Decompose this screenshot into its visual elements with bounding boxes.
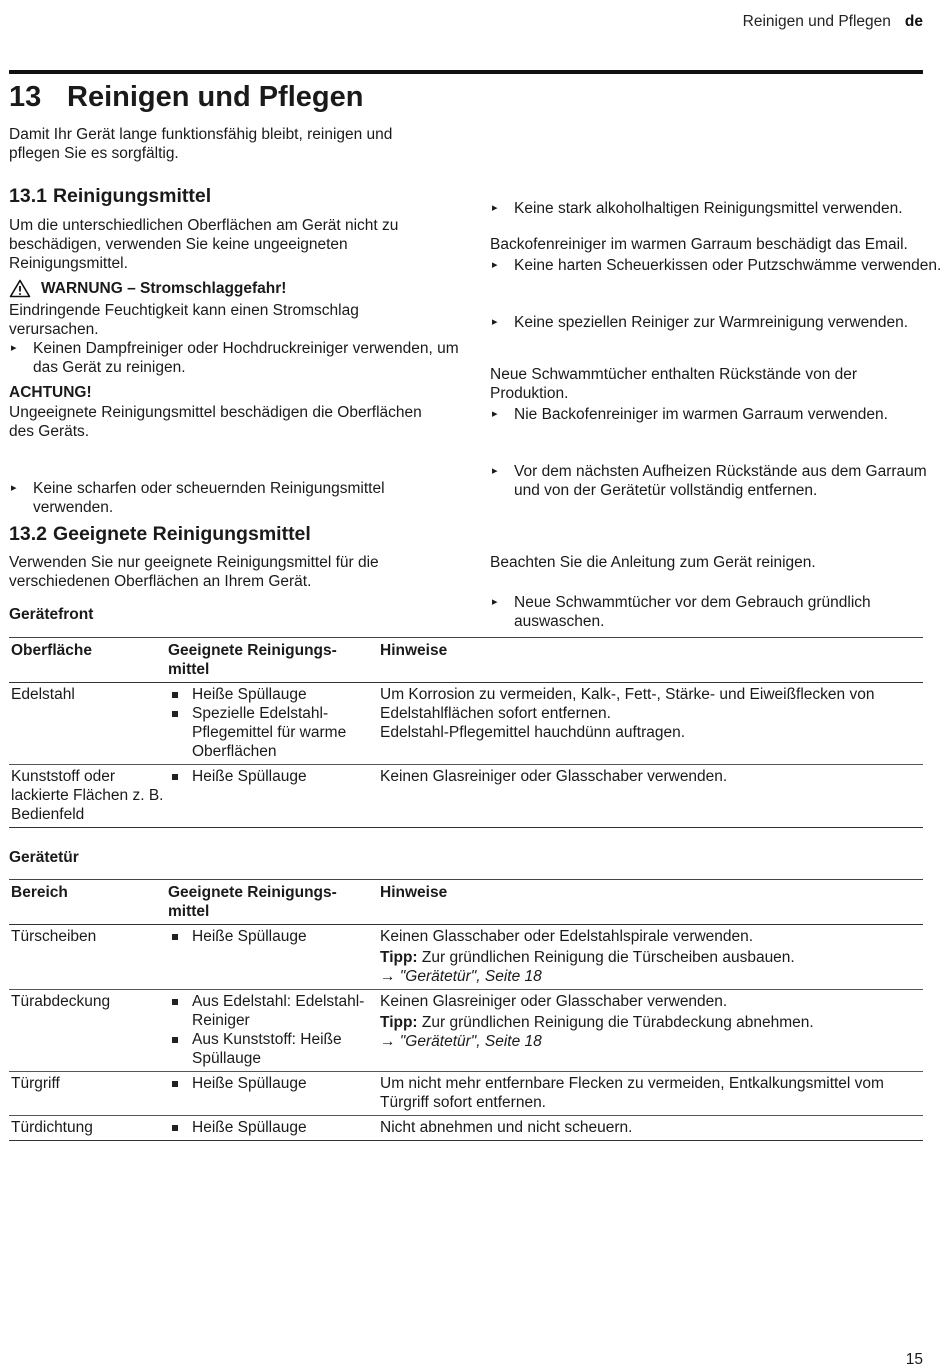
agent-item: Aus Kunststoff: Heiße Spüllauge bbox=[168, 1030, 376, 1068]
oven-cleaner-text: Backofenreiniger im warmen Garraum beschädigt das Email. bbox=[490, 236, 908, 253]
page-number: 15 bbox=[905, 1351, 923, 1368]
column-header: Oberfläche bbox=[9, 638, 166, 683]
tip-body: Zur gründlichen Reinigung die Türabdeckung abnehmen. bbox=[421, 1014, 814, 1031]
column-header: Hinweise bbox=[378, 638, 923, 683]
note-text: Nicht abnehmen und nicht scheuern. bbox=[380, 1119, 633, 1136]
section-text: Verwenden Sie nur geeignete Reinigungsmittel für die verschiedenen Oberflächen an Ihrem Gerät. bbox=[9, 554, 379, 590]
section-number: 13.1 bbox=[9, 185, 47, 207]
warning-text: Eindringende Feuchtigkeit kann einen Stromschlag verursachen. bbox=[9, 302, 359, 338]
tip-label: Tipp: bbox=[380, 949, 418, 966]
notes-cell bbox=[378, 765, 923, 828]
table-row bbox=[9, 1116, 923, 1141]
table-row bbox=[9, 925, 923, 990]
agents-cell bbox=[166, 765, 378, 828]
chapter-number: 13 bbox=[9, 81, 42, 113]
front-cleaning-table bbox=[9, 637, 923, 828]
language-code: de bbox=[904, 13, 923, 30]
surface-cell: Edelstahl bbox=[11, 686, 75, 703]
table-row bbox=[9, 1072, 923, 1116]
section-number: 13.2 bbox=[9, 523, 47, 545]
caution-text: Ungeeignete Reinigungsmittel beschädigen die Oberflächen des Geräts. bbox=[9, 404, 422, 440]
column-header: Geeignete Reinigungs- mittel bbox=[166, 638, 378, 683]
tip-text bbox=[380, 1013, 921, 1032]
running-header bbox=[743, 12, 923, 31]
warning-bullet: ▸ Keinen Dampfreiniger oder Hochdruckreiniger verwenden, um das Gerät zu reinigen. bbox=[9, 339, 465, 377]
column-header: Hinweise bbox=[378, 880, 923, 925]
table-caption-door: Gerätetür bbox=[9, 849, 79, 866]
section-text-right: Beachten Sie die Anleitung zum Gerät reinigen. bbox=[490, 554, 816, 571]
agent-item: Heiße Spüllauge bbox=[168, 685, 376, 704]
table-caption-front: Gerätefront bbox=[9, 606, 94, 623]
notes-cell bbox=[378, 1116, 923, 1141]
column-header: Geeignete Reinigungs- mittel bbox=[166, 880, 378, 925]
notes-cell bbox=[378, 925, 923, 990]
area-cell: Türscheiben bbox=[11, 928, 97, 945]
tip-text bbox=[380, 948, 921, 967]
intro-text: Damit Ihr Gerät lange funktionsfähig bleibt, reinigen und pflegen Sie es sorgfältig. bbox=[9, 126, 393, 162]
note-text: Edelstahl-Pflegemittel hauchdünn auftragen. bbox=[380, 724, 686, 741]
agents-cell bbox=[166, 925, 378, 990]
caution-bullet: ▸ Keine stark alkoholhaltigen Reinigungsmittel verwenden. bbox=[490, 199, 946, 218]
door-cleaning-table bbox=[9, 879, 923, 1141]
table-header-row bbox=[9, 638, 923, 683]
agents-cell bbox=[166, 990, 378, 1072]
agent-item: Heiße Spüllauge bbox=[168, 767, 376, 786]
agents-cell bbox=[166, 683, 378, 765]
table-row bbox=[9, 990, 923, 1072]
agent-item: Spezielle Edelstahl-Pflegemittel für warme Oberflächen bbox=[168, 704, 376, 761]
sponge-bullet: ▸ Neue Schwammtücher vor dem Gebrauch gründlich auswaschen. bbox=[490, 593, 946, 631]
cross-reference-link[interactable]: → "Gerätetür", Seite 18 bbox=[380, 968, 542, 985]
agent-item: Heiße Spüllauge bbox=[168, 1074, 376, 1093]
oven-cleaner-bullet: ▸ Nie Backofenreiniger im warmen Garraum verwenden. bbox=[490, 405, 946, 424]
caution-title: ACHTUNG! bbox=[9, 384, 92, 401]
table-row bbox=[9, 765, 923, 828]
sponge-text: Neue Schwammtücher enthalten Rückstände von der Produktion. bbox=[490, 366, 858, 402]
tip-body: Zur gründlichen Reinigung die Türscheiben ausbauen. bbox=[421, 949, 795, 966]
column-header: Bereich bbox=[9, 880, 166, 925]
caution-bullet: ▸ Keine harten Scheuerkissen oder Putzschwämme verwenden. bbox=[490, 256, 946, 275]
warning-heading bbox=[9, 279, 286, 298]
table-header-row bbox=[9, 880, 923, 925]
chapter-heading bbox=[9, 80, 363, 114]
note-text: Um nicht mehr entfernbare Flecken zu vermeiden, Entkalkungsmittel vom Türgriff sofort entfernen. bbox=[380, 1075, 884, 1111]
section-heading-13-2 bbox=[9, 522, 311, 546]
warning-triangle-icon bbox=[9, 279, 31, 298]
section-heading-13-1 bbox=[9, 184, 211, 208]
agent-item: Aus Edelstahl: Edelstahl-Reiniger bbox=[168, 992, 376, 1030]
caution-bullet: ▸ Keine speziellen Reiniger zur Warmreinigung verwenden. bbox=[490, 313, 946, 332]
note-text: Um Korrosion zu vermeiden, Kalk-, Fett-, Stärke- und Eiweißflecken von Edelstahlflächen sofort entfernen. bbox=[380, 686, 875, 722]
agents-cell bbox=[166, 1116, 378, 1141]
notes-cell bbox=[378, 683, 923, 765]
tip-label: Tipp: bbox=[380, 1014, 418, 1031]
warning-title: WARNUNG – Stromschlaggefahr! bbox=[41, 280, 287, 297]
section-title: Geeignete Reinigungsmittel bbox=[52, 523, 311, 545]
table-row bbox=[9, 683, 923, 765]
agent-item: Heiße Spüllauge bbox=[168, 1118, 376, 1137]
agents-cell bbox=[166, 1072, 378, 1116]
note-text: Keinen Glasreiniger oder Glasschaber verwenden. bbox=[380, 768, 728, 785]
cross-reference-link[interactable]: → "Gerätetür", Seite 18 bbox=[380, 1033, 542, 1050]
running-header-title: Reinigen und Pflegen bbox=[742, 13, 891, 30]
area-cell: Türdichtung bbox=[11, 1119, 93, 1136]
note-text: Keinen Glasschaber oder Edelstahlspirale verwenden. bbox=[380, 928, 754, 945]
area-cell: Türabdeckung bbox=[11, 993, 111, 1010]
section-title: Reinigungsmittel bbox=[52, 185, 212, 207]
section-text: Um die unterschiedlichen Oberflächen am Gerät nicht zu beschädigen, verwenden Sie keine ungeeigneten Reinigungsmittel. bbox=[9, 217, 399, 272]
note-text: Keinen Glasreiniger oder Glasschaber verwenden. bbox=[380, 993, 728, 1010]
header-rule bbox=[9, 70, 923, 74]
notes-cell bbox=[378, 990, 923, 1072]
surface-cell: Kunststoff oder lackierte Flächen z. B. Bedienfeld bbox=[11, 768, 164, 823]
oven-cleaner-bullet: ▸ Vor dem nächsten Aufheizen Rückstände aus dem Garraum und von der Gerätetür vollständig entfernen. bbox=[490, 462, 946, 500]
chapter-title: Reinigen und Pflegen bbox=[67, 81, 364, 113]
agent-item: Heiße Spüllauge bbox=[168, 927, 376, 946]
notes-cell bbox=[378, 1072, 923, 1116]
caution-bullet: ▸ Keine scharfen oder scheuernden Reinigungsmittel verwenden. bbox=[9, 479, 465, 517]
area-cell: Türgriff bbox=[11, 1075, 60, 1092]
